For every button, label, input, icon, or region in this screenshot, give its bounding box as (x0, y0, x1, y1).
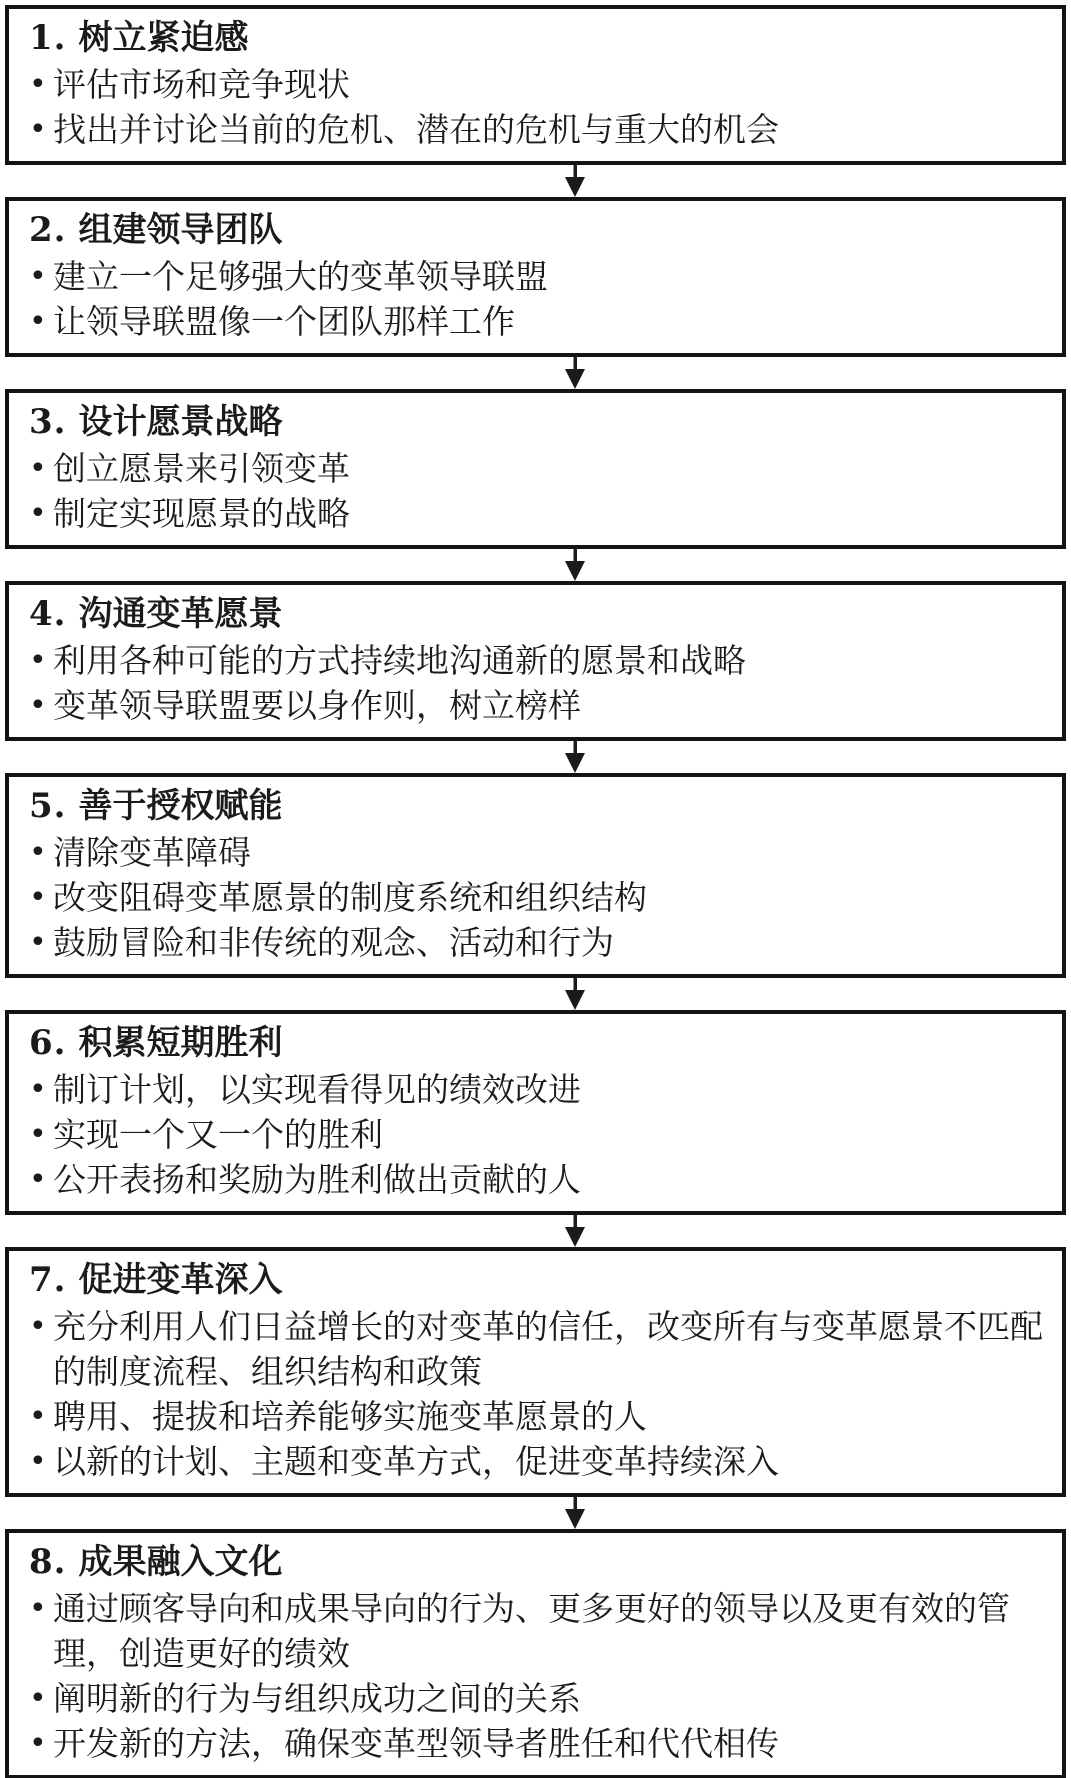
arrow-down-icon (562, 357, 588, 389)
bullet-item (29, 920, 1044, 965)
bullet-dot-icon: • (29, 1444, 47, 1479)
step-number: 2. (29, 210, 67, 250)
bullet-text: 建立一个足够强大的变革领导联盟 (53, 257, 548, 296)
bullet-dot-icon: • (29, 1162, 47, 1197)
bullet-dot-icon: • (29, 1399, 47, 1434)
bullet-dot-icon: • (29, 259, 47, 294)
step-box-8 (5, 1529, 1066, 1778)
bullet-dot-icon: • (29, 880, 47, 915)
step-name: 善于授权赋能 (78, 786, 283, 826)
bullet-text: 让领导联盟像一个团队那样工作 (53, 302, 515, 341)
bullet-item (29, 1067, 1044, 1112)
arrow-down-icon (562, 549, 588, 581)
bullet-dot-icon: • (29, 835, 47, 870)
step-box-4 (5, 581, 1066, 741)
step-number: 1. (29, 18, 67, 58)
arrow-down-icon (562, 741, 588, 773)
bullet-item (29, 638, 1044, 683)
bullet-text: 实现一个又一个的胜利 (53, 1115, 383, 1154)
bullet-text: 通过顾客导向和成果导向的行为、更多更好的领导以及更有效的管理，创造更好的绩效 (53, 1589, 1010, 1673)
bullet-text: 充分利用人们日益增长的对变革的信任，改变所有与变革愿景不匹配的制度流程、组织结构和政策 (53, 1307, 1043, 1391)
bullet-dot-icon: • (29, 925, 47, 960)
step-box-7 (5, 1247, 1066, 1497)
bullet-dot-icon: • (29, 1072, 47, 1107)
bullet-dot-icon: • (29, 496, 47, 531)
step-number: 7. (29, 1260, 67, 1300)
bullet-item (29, 107, 1044, 152)
bullet-dot-icon: • (29, 304, 47, 339)
step-name: 积累短期胜利 (78, 1023, 283, 1063)
bullet-text: 聘用、提拔和培养能够实施变革愿景的人 (53, 1397, 647, 1436)
bullet-item (29, 446, 1044, 491)
bullet-dot-icon: • (29, 451, 47, 486)
bullet-item (29, 875, 1044, 920)
bullet-dot-icon: • (29, 1117, 47, 1152)
step-name: 组建领导团队 (78, 210, 283, 250)
step-title-4 (29, 590, 1044, 638)
bullet-dot-icon: • (29, 1309, 47, 1344)
step-title-3 (29, 398, 1044, 446)
step-box-6 (5, 1010, 1066, 1215)
bullet-dot-icon: • (29, 1591, 47, 1626)
arrow-down-icon (562, 165, 588, 197)
step-name: 成果融入文化 (78, 1542, 283, 1582)
bullet-item (29, 299, 1044, 344)
step-name: 树立紧迫感 (78, 18, 249, 58)
step-box-2 (5, 197, 1066, 357)
bullet-text: 制定实现愿景的战略 (53, 494, 350, 533)
bullet-item (29, 62, 1044, 107)
bullet-dot-icon: • (29, 112, 47, 147)
bullet-dot-icon: • (29, 1726, 47, 1761)
bullet-dot-icon: • (29, 688, 47, 723)
bullet-item (29, 1586, 1044, 1676)
step-name: 设计愿景战略 (78, 402, 283, 442)
step-title-2 (29, 206, 1044, 254)
bullet-text: 找出并讨论当前的危机、潜在的危机与重大的机会 (53, 110, 779, 149)
step-title-1 (29, 14, 1044, 62)
step-box-5 (5, 773, 1066, 978)
bullet-item (29, 1304, 1044, 1394)
step-number: 4. (29, 594, 67, 634)
bullet-item (29, 1676, 1044, 1721)
bullet-text: 公开表扬和奖励为胜利做出贡献的人 (53, 1160, 581, 1199)
bullet-text: 改变阻碍变革愿景的制度系统和组织结构 (53, 878, 647, 917)
step-number: 3. (29, 402, 67, 442)
bullet-text: 创立愿景来引领变革 (53, 449, 350, 488)
bullet-item (29, 491, 1044, 536)
bullet-item (29, 830, 1044, 875)
step-title-8 (29, 1538, 1044, 1586)
step-title-5 (29, 782, 1044, 830)
step-box-3 (5, 389, 1066, 549)
bullet-text: 阐明新的行为与组织成功之间的关系 (53, 1679, 581, 1718)
arrow-down-icon (562, 1215, 588, 1247)
arrow-down-icon (562, 1497, 588, 1529)
bullet-text: 清除变革障碍 (53, 833, 251, 872)
step-number: 8. (29, 1542, 67, 1582)
bullet-dot-icon: • (29, 67, 47, 102)
step-title-6 (29, 1019, 1044, 1067)
bullet-text: 评估市场和竞争现状 (53, 65, 350, 104)
bullet-item (29, 1721, 1044, 1766)
bullet-item (29, 1439, 1044, 1484)
step-name: 沟通变革愿景 (78, 594, 283, 634)
bullet-item (29, 1394, 1044, 1439)
bullet-text: 制订计划，以实现看得见的绩效改进 (53, 1070, 581, 1109)
arrow-down-icon (562, 978, 588, 1010)
bullet-item (29, 683, 1044, 728)
bullet-text: 变革领导联盟要以身作则，树立榜样 (53, 686, 581, 725)
step-number: 6. (29, 1023, 67, 1063)
bullet-dot-icon: • (29, 643, 47, 678)
step-name: 促进变革深入 (78, 1260, 283, 1300)
bullet-item (29, 254, 1044, 299)
bullet-text: 利用各种可能的方式持续地沟通新的愿景和战略 (53, 641, 746, 680)
step-title-7 (29, 1256, 1044, 1304)
bullet-item (29, 1157, 1044, 1202)
step-number: 5. (29, 786, 67, 826)
step-box-1 (5, 5, 1066, 165)
bullet-text: 鼓励冒险和非传统的观念、活动和行为 (53, 923, 614, 962)
bullet-text: 开发新的方法，确保变革型领导者胜任和代代相传 (53, 1724, 779, 1763)
bullet-dot-icon: • (29, 1681, 47, 1716)
bullet-item (29, 1112, 1044, 1157)
bullet-text: 以新的计划、主题和变革方式，促进变革持续深入 (53, 1442, 779, 1481)
